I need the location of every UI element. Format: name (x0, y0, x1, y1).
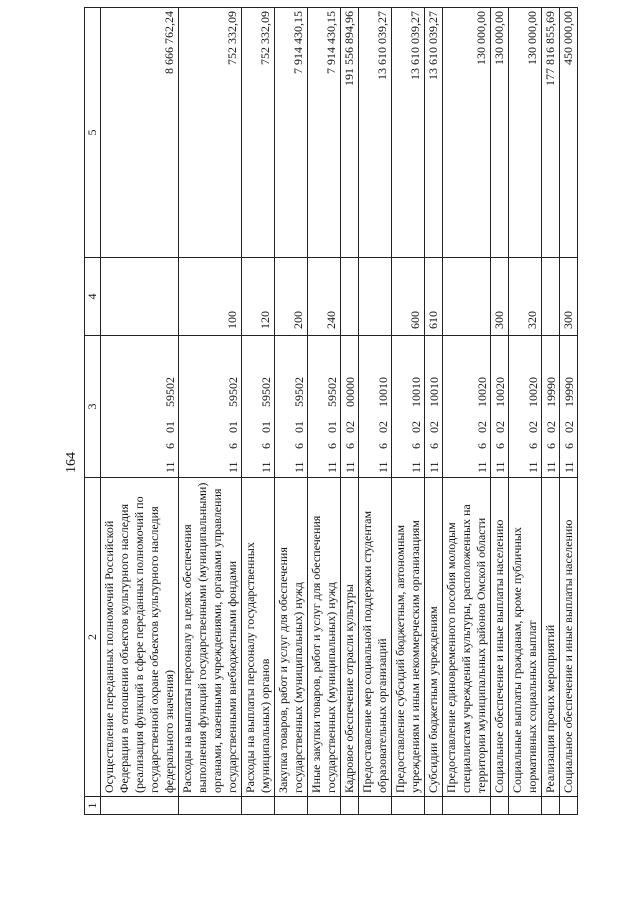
header-row (85, 8, 101, 815)
code-part-3: 01 (292, 421, 306, 433)
code-part-3: 02 (562, 421, 576, 433)
code-part-4: 59502 (226, 377, 240, 407)
table-row (275, 8, 308, 815)
table-body (101, 8, 578, 815)
row-name: Осуществление переданных полномочий Российской Федерации в отношении объектов культурного наследия (реализация функций в сфере переданных полномочий по государственной охране объектов культурного наследия федерального значения) (101, 478, 179, 797)
code-part-1: 11 (409, 461, 423, 473)
row-expense-type (542, 258, 560, 336)
row-code (242, 336, 275, 478)
table-row (242, 8, 275, 815)
row-expense-type: 600 (392, 258, 425, 336)
row-expense-type: 300 (491, 258, 509, 336)
code-part-3: 02 (343, 421, 357, 433)
row-name: Расходы на выплаты персоналу в целях обеспечения выполнения функций государственными (муниципальными) органами, казенными учреждениями, органами управления государственными внебюджетными фондами (179, 478, 242, 797)
code-part-2: 6 (526, 443, 540, 449)
header-cell-5: 5 (85, 8, 101, 258)
code-part-2: 6 (226, 443, 240, 449)
header-cell-2: 2 (85, 478, 101, 797)
table-row (425, 8, 443, 815)
code-part-1: 11 (343, 461, 357, 473)
code-part-4: 10010 (427, 377, 441, 407)
code-part-3: 02 (475, 421, 489, 433)
table-row (179, 8, 242, 815)
row-number-cell (443, 797, 491, 815)
code-part-3: 02 (376, 421, 390, 433)
row-code (509, 336, 542, 478)
table-row (560, 8, 578, 815)
row-number-cell (359, 797, 392, 815)
code-part-2: 6 (343, 443, 357, 449)
code-part-4: 59502 (259, 377, 273, 407)
row-amount: 13 610 039,27 (425, 8, 443, 258)
row-name: Предоставление мер социальной поддержки студентам образовательных организаций (359, 478, 392, 797)
row-expense-type (359, 258, 392, 336)
table-row (359, 8, 392, 815)
page-number: 164 (64, 452, 79, 473)
code-part-2: 6 (475, 443, 489, 449)
row-code (275, 336, 308, 478)
row-number-cell (308, 797, 341, 815)
table-row (341, 8, 359, 815)
code-part-4: 10010 (376, 377, 390, 407)
code-part-2: 6 (409, 443, 423, 449)
code-part-4: 19990 (544, 377, 558, 407)
row-expense-type (443, 258, 491, 336)
code-part-1: 11 (226, 461, 240, 473)
row-amount: 130 000,00 (443, 8, 491, 258)
code-part-3: 01 (259, 421, 273, 433)
row-code (341, 336, 359, 478)
code-part-1: 11 (163, 461, 177, 473)
row-name: Реализация прочих мероприятий (542, 478, 560, 797)
table-row (443, 8, 491, 815)
row-name: Кадровое обеспечение отрасли культуры (341, 478, 359, 797)
row-code (392, 336, 425, 478)
code-part-2: 6 (376, 443, 390, 449)
code-part-3: 02 (427, 421, 441, 433)
code-part-4: 59502 (292, 377, 306, 407)
row-amount: 130 000,00 (491, 8, 509, 258)
code-part-1: 11 (544, 461, 558, 473)
row-amount: 7 914 430,15 (308, 8, 341, 258)
row-expense-type: 200 (275, 258, 308, 336)
code-part-4: 10010 (409, 377, 423, 407)
row-name: Социальные выплаты гражданам, кроме публичных нормативных социальных выплат (509, 478, 542, 797)
code-part-3: 01 (163, 421, 177, 433)
row-number-cell (275, 797, 308, 815)
row-name: Иные закупки товаров, работ и услуг для обеспечения государственных (муниципальных) нужд (308, 478, 341, 797)
row-code (359, 336, 392, 478)
code-part-3: 02 (409, 421, 423, 433)
table-row (542, 8, 560, 815)
row-amount: 450 000,00 (560, 8, 578, 258)
header-cell-4: 4 (85, 258, 101, 336)
table-row (392, 8, 425, 815)
row-expense-type: 300 (560, 258, 578, 336)
code-part-1: 11 (259, 461, 273, 473)
code-part-1: 11 (562, 461, 576, 473)
row-number-cell (101, 797, 179, 815)
row-expense-type: 240 (308, 258, 341, 336)
code-part-1: 11 (325, 461, 339, 473)
code-part-4: 59502 (325, 377, 339, 407)
row-amount: 177 816 855,69 (542, 8, 560, 258)
code-part-1: 11 (427, 461, 441, 473)
row-expense-type: 320 (509, 258, 542, 336)
row-amount: 7 914 430,15 (275, 8, 308, 258)
row-code (101, 336, 179, 478)
row-amount: 752 332,09 (179, 8, 242, 258)
code-part-2: 6 (493, 443, 507, 449)
code-part-4: 00000 (343, 377, 357, 407)
row-number-cell (542, 797, 560, 815)
row-expense-type (341, 258, 359, 336)
row-name: Предоставление субсидий бюджетным, автономным учреждениям и иным некоммерческим организациям (392, 478, 425, 797)
header-cell-3: 3 (85, 336, 101, 478)
row-number-cell (491, 797, 509, 815)
code-part-2: 6 (562, 443, 576, 449)
row-name: Закупка товаров, работ и услуг для обеспечения государственных (муниципальных) нужд (275, 478, 308, 797)
row-number-cell (425, 797, 443, 815)
row-code (179, 336, 242, 478)
code-part-2: 6 (163, 443, 177, 449)
table-row (308, 8, 341, 815)
row-name: Предоставление единовременного пособия молодым специалистам учреждений культуры, расположенных на территории муниципальных районов Омской области (443, 478, 491, 797)
code-part-3: 01 (325, 421, 339, 433)
code-part-2: 6 (325, 443, 339, 449)
row-expense-type (101, 258, 179, 336)
row-number-cell (560, 797, 578, 815)
code-part-2: 6 (259, 443, 273, 449)
row-name: Социальное обеспечение и иные выплаты населению (491, 478, 509, 797)
row-number-cell (341, 797, 359, 815)
row-code (425, 336, 443, 478)
row-amount: 13 610 039,27 (359, 8, 392, 258)
row-name: Социальное обеспечение и иные выплаты населению (560, 478, 578, 797)
row-amount: 191 556 894,96 (341, 8, 359, 258)
row-code (491, 336, 509, 478)
code-part-4: 10020 (493, 377, 507, 407)
row-amount: 752 332,09 (242, 8, 275, 258)
row-amount: 13 610 039,27 (392, 8, 425, 258)
row-code (443, 336, 491, 478)
row-expense-type: 610 (425, 258, 443, 336)
row-code (308, 336, 341, 478)
code-part-1: 11 (376, 461, 390, 473)
code-part-4: 19990 (562, 377, 576, 407)
code-part-1: 11 (292, 461, 306, 473)
code-part-3: 02 (544, 421, 558, 433)
budget-table (84, 7, 578, 815)
row-number-cell (242, 797, 275, 815)
row-name: Субсидии бюджетным учреждениям (425, 478, 443, 797)
code-part-1: 11 (526, 461, 540, 473)
code-part-1: 11 (493, 461, 507, 473)
code-part-3: 01 (226, 421, 240, 433)
code-part-4: 10020 (526, 377, 540, 407)
table-row (509, 8, 542, 815)
code-part-2: 6 (292, 443, 306, 449)
row-expense-type: 100 (179, 258, 242, 336)
row-name: Расходы на выплаты персоналу государственных (муниципальных) органов (242, 478, 275, 797)
row-amount: 130 000,00 (509, 8, 542, 258)
row-number-cell (509, 797, 542, 815)
code-part-3: 02 (526, 421, 540, 433)
row-amount: 8 666 762,24 (101, 8, 179, 258)
code-part-3: 02 (493, 421, 507, 433)
code-part-1: 11 (475, 461, 489, 473)
row-expense-type: 120 (242, 258, 275, 336)
table-row (491, 8, 509, 815)
table-row (101, 8, 179, 815)
header-cell-1: 1 (85, 797, 101, 815)
row-code (542, 336, 560, 478)
code-part-4: 10020 (475, 377, 489, 407)
row-code (560, 336, 578, 478)
row-number-cell (179, 797, 242, 815)
code-part-2: 6 (544, 443, 558, 449)
code-part-2: 6 (427, 443, 441, 449)
row-number-cell (392, 797, 425, 815)
code-part-4: 59502 (163, 377, 177, 407)
